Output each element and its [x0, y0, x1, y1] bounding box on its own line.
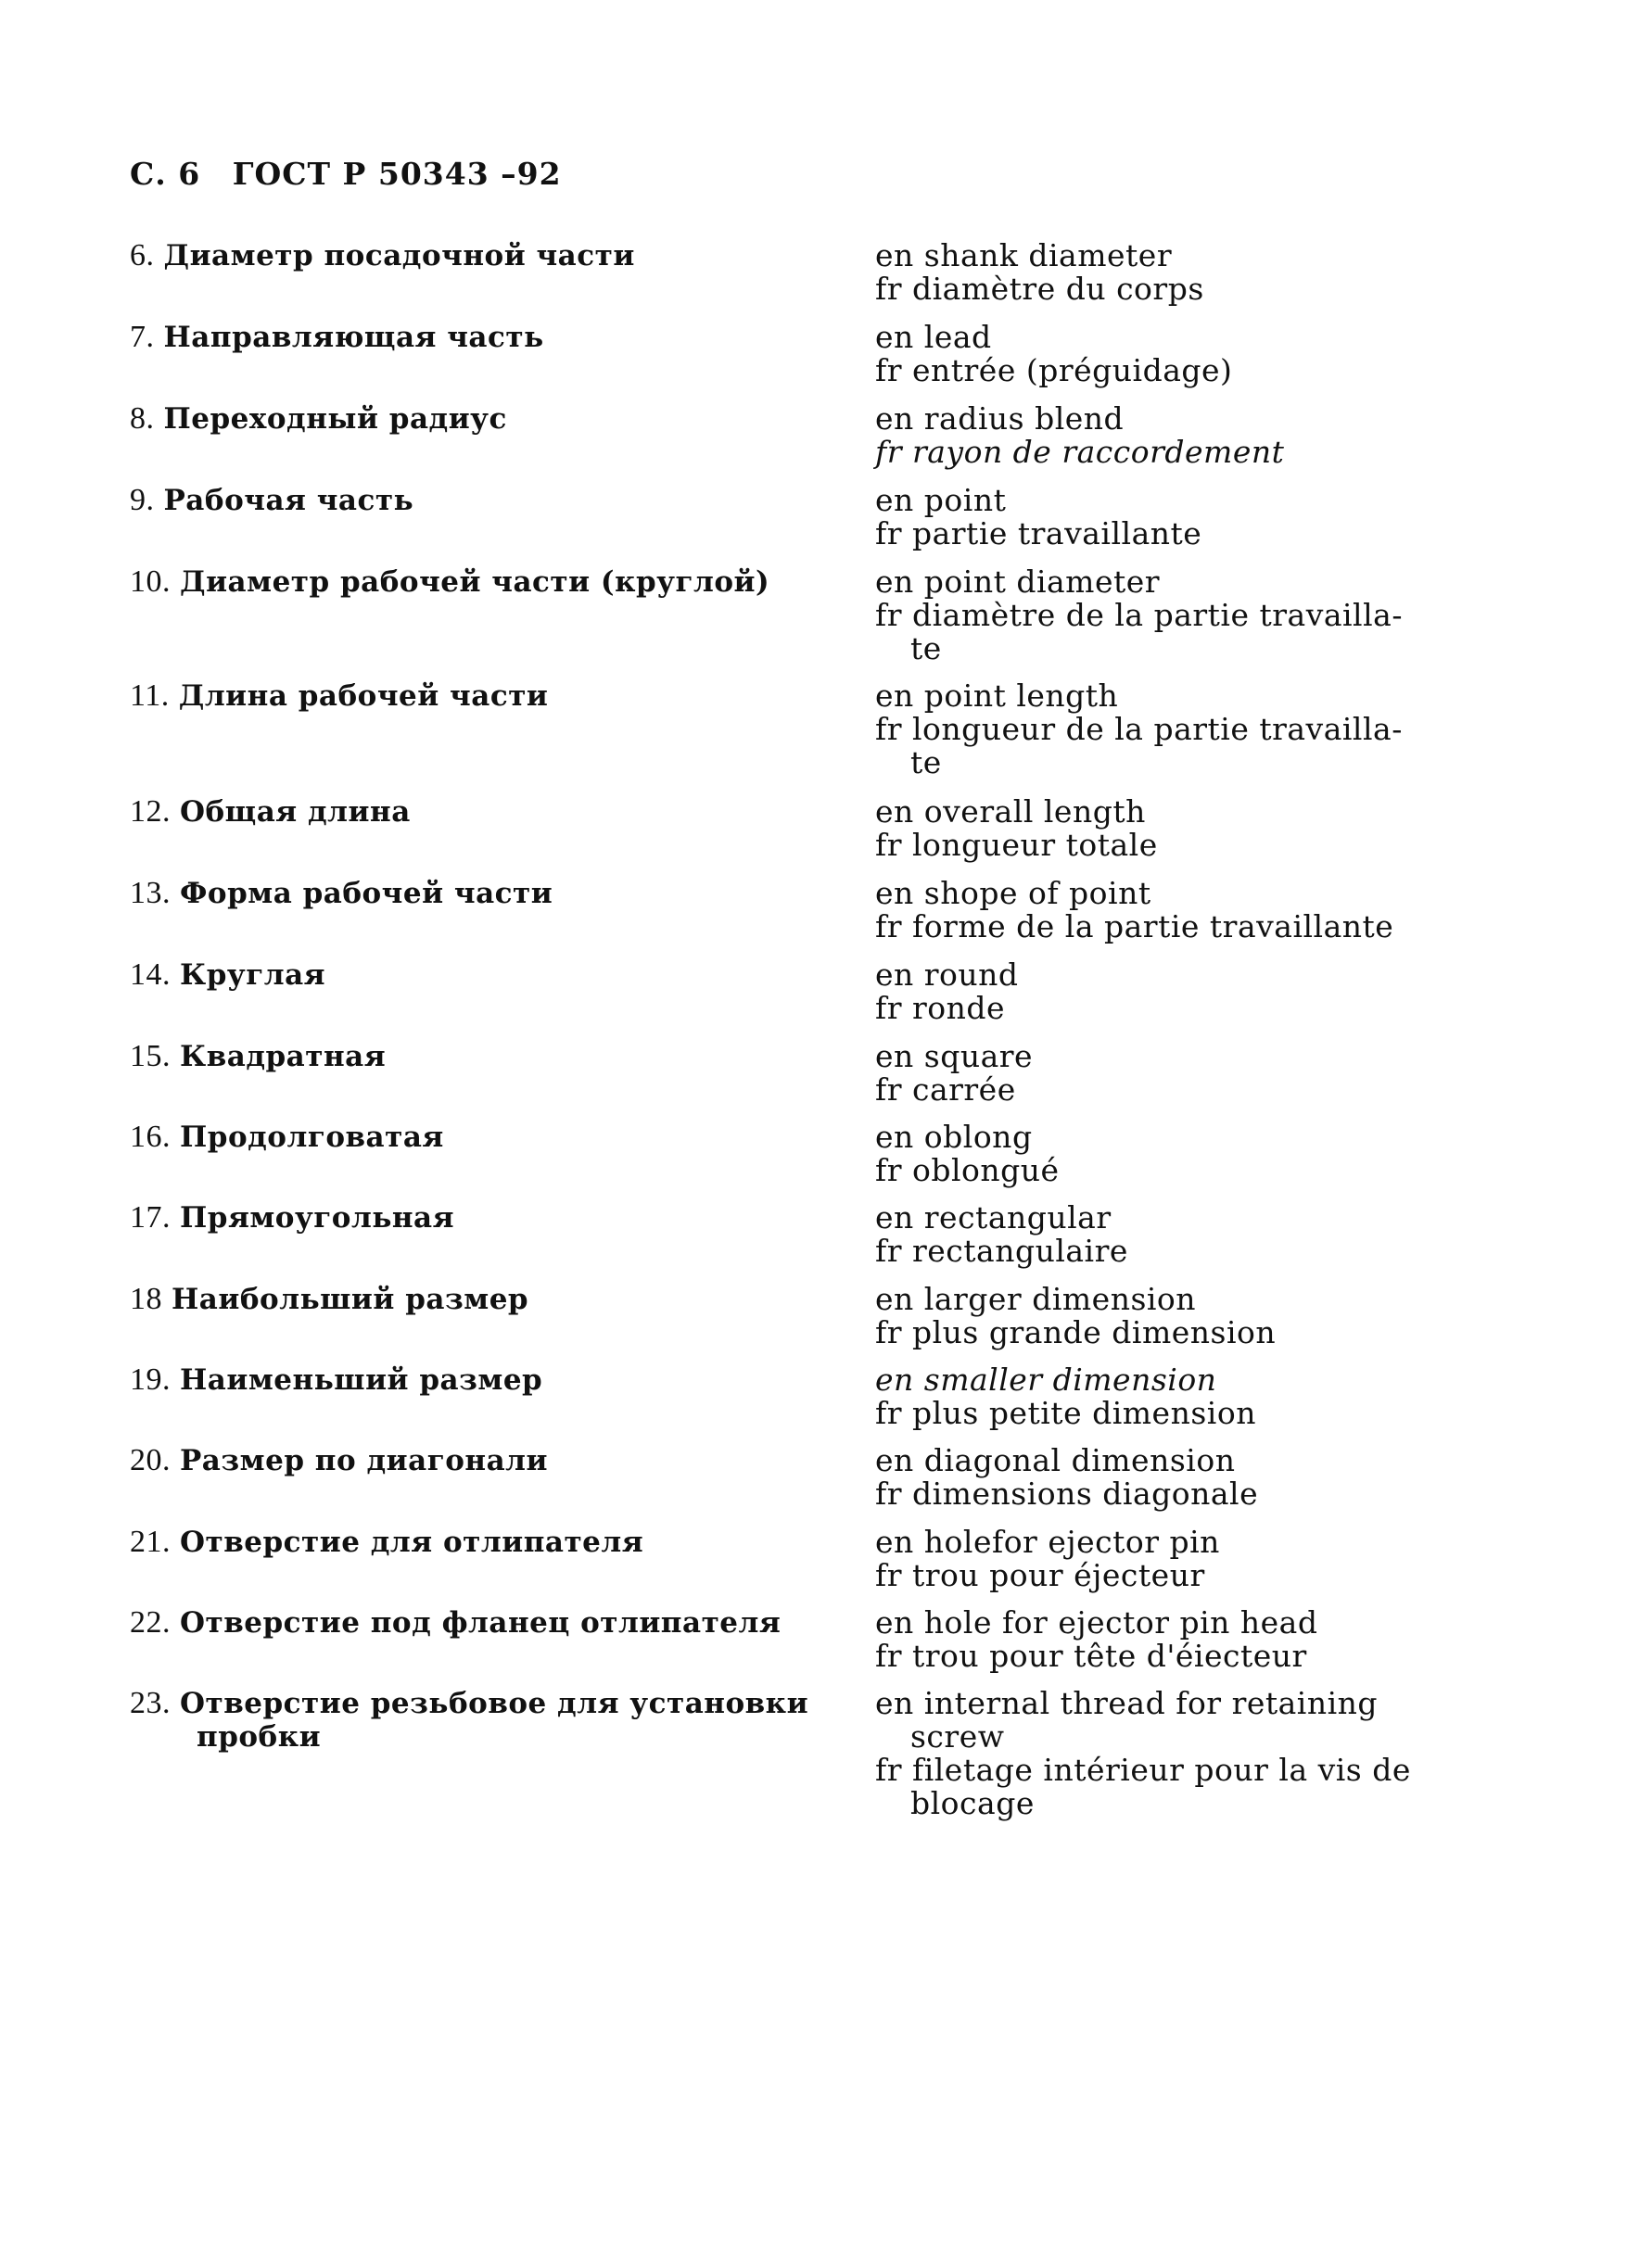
- term-ru: [130, 565, 834, 599]
- term-translations: [875, 1526, 1450, 1592]
- term-fr: fr plus petite dimension: [875, 1395, 1256, 1431]
- term-ru: [130, 679, 834, 713]
- term-ru: [130, 1040, 834, 1073]
- term-translations: [875, 1121, 1450, 1187]
- term-ru-text: Круглая: [180, 958, 326, 992]
- term-ru: [130, 1283, 834, 1316]
- term-ru: [130, 795, 834, 829]
- term-translations: [875, 1040, 1450, 1107]
- term-number: 10.: [130, 564, 171, 599]
- term-ru-line: [130, 1687, 830, 1720]
- term-ru-text: Диаметр посадочной части: [163, 239, 635, 272]
- term-ru-text: Прямоугольная: [180, 1201, 455, 1235]
- term-fr: fr diamètre de la partie travailla-: [875, 597, 1403, 633]
- term-ru: [130, 1526, 834, 1559]
- term-ru: [130, 1201, 834, 1235]
- term-number: 22.: [130, 1605, 171, 1640]
- term-number: 18: [130, 1282, 162, 1316]
- term-fr: fr dimensions diagonale: [875, 1476, 1259, 1512]
- term-ru-text: Размер по диагонали: [180, 1444, 548, 1477]
- term-number: 13.: [130, 876, 171, 910]
- term-fr: fr rayon de raccordement: [875, 434, 1285, 470]
- term-ru: [130, 1606, 834, 1640]
- term-number: 20.: [130, 1443, 171, 1477]
- term-ru: [130, 1687, 834, 1754]
- term-ru-text: Общая длина: [180, 795, 411, 829]
- term-en-continuation: screw: [910, 1718, 1005, 1755]
- term-fr: fr diamètre du corps: [875, 271, 1204, 307]
- term-ru-text: Направляющая часть: [163, 321, 544, 354]
- term-ru-text: Квадратная: [180, 1040, 387, 1073]
- term-number: 17.: [130, 1200, 171, 1235]
- term-en: en overall length: [875, 793, 1146, 830]
- term-en: en rectangular: [875, 1199, 1112, 1235]
- term-translations: [875, 1687, 1450, 1820]
- term-ru-text: Рабочая часть: [163, 484, 414, 517]
- term-en: en larger dimension: [875, 1281, 1197, 1317]
- term-en: en holefor ejector pin: [875, 1524, 1220, 1560]
- term-en: en internal thread for retaining: [875, 1685, 1379, 1721]
- term-translations: [875, 484, 1450, 551]
- term-en: en shank diameter: [875, 237, 1173, 273]
- term-number: 11.: [130, 678, 170, 713]
- term-ru: [130, 484, 834, 517]
- term-ru-text: Наименьший размер: [180, 1363, 543, 1397]
- term-number: 14.: [130, 957, 171, 992]
- term-fr: fr longueur de la partie travailla-: [875, 711, 1403, 747]
- term-ru-text: Переходный радиус: [163, 402, 507, 436]
- term-en: en hole for ejector pin head: [875, 1604, 1318, 1641]
- term-number: 6.: [130, 238, 155, 272]
- term-ru-text: Отверстие резьбовое для установки: [180, 1687, 809, 1720]
- term-translations: [875, 1363, 1450, 1430]
- term-fr: fr ronde: [875, 990, 1006, 1026]
- standard-designation: ГОСТ Р 50343 –92: [232, 156, 562, 192]
- term-number: 23.: [130, 1686, 171, 1720]
- term-ru: [130, 877, 834, 910]
- term-translations: [875, 877, 1450, 944]
- term-ru-text: Отверстие для отлипателя: [180, 1526, 644, 1559]
- term-number: 21.: [130, 1525, 171, 1559]
- term-fr: fr filetage intérieur pour la vis de: [875, 1752, 1411, 1788]
- term-en: en radius blend: [875, 400, 1125, 437]
- term-number: 12.: [130, 794, 171, 829]
- term-ru-text: Отверстие под фланец отлипателя: [180, 1606, 782, 1640]
- term-ru-text: Форма рабочей части: [180, 877, 553, 910]
- term-ru-text: Наибольший размер: [172, 1283, 529, 1316]
- term-ru: [130, 402, 834, 436]
- term-translations: [875, 795, 1450, 862]
- term-en: en diagonal dimension: [875, 1442, 1236, 1478]
- term-en: en oblong: [875, 1119, 1033, 1155]
- term-number: 8.: [130, 401, 155, 436]
- term-ru-text: Продолговатая: [180, 1121, 444, 1154]
- term-translations: [875, 1283, 1450, 1349]
- term-en: en point length: [875, 678, 1119, 714]
- term-fr: fr oblongué: [875, 1152, 1060, 1188]
- term-translations: [875, 402, 1450, 469]
- term-ru: [130, 1444, 834, 1477]
- term-en: en point: [875, 482, 1007, 518]
- term-translations: [875, 1444, 1450, 1511]
- term-en: en round: [875, 957, 1019, 993]
- term-translations: [875, 321, 1450, 387]
- term-ru: [130, 1363, 834, 1397]
- term-number: 19.: [130, 1362, 171, 1397]
- term-fr: fr entrée (préguidage): [875, 352, 1233, 388]
- term-ru: [130, 1121, 834, 1154]
- term-ru: [130, 321, 834, 354]
- term-en: en shope of point: [875, 875, 1151, 911]
- term-translations: [875, 565, 1450, 665]
- term-translations: [875, 239, 1450, 306]
- page-number: С. 6: [130, 156, 201, 192]
- term-fr: fr partie travaillante: [875, 515, 1202, 551]
- term-fr: fr trou pour tête d'éiecteur: [875, 1638, 1307, 1674]
- term-fr: fr forme de la partie travaillante: [875, 908, 1394, 944]
- term-number: 9.: [130, 483, 155, 517]
- term-fr: fr trou pour éjecteur: [875, 1557, 1205, 1593]
- term-number: 15.: [130, 1039, 171, 1073]
- term-en: en lead: [875, 319, 992, 355]
- term-fr-continuation: blocage: [910, 1785, 1035, 1821]
- term-ru-text: Длина рабочей части: [178, 679, 549, 713]
- term-fr: fr plus grande dimension: [875, 1314, 1277, 1350]
- term-number: 16.: [130, 1120, 171, 1154]
- term-number: 7.: [130, 320, 155, 354]
- term-en: en smaller dimension: [875, 1362, 1217, 1398]
- term-fr: fr carrée: [875, 1071, 1016, 1108]
- term-en: en point diameter: [875, 564, 1161, 600]
- term-ru: [130, 958, 834, 992]
- term-fr: fr rectangulaire: [875, 1233, 1128, 1269]
- term-translations: [875, 1606, 1450, 1673]
- term-translations: [875, 1201, 1450, 1268]
- term-ru-text: Диаметр рабочей части (круглой): [180, 565, 770, 599]
- term-fr: fr longueur totale: [875, 827, 1158, 863]
- term-fr-continuation: te: [910, 630, 942, 666]
- term-translations: [875, 958, 1450, 1025]
- term-ru-continuation: пробки: [197, 1720, 322, 1754]
- term-en: en square: [875, 1038, 1034, 1074]
- term-ru: [130, 239, 834, 272]
- term-translations: [875, 679, 1450, 779]
- term-fr-continuation: te: [910, 744, 942, 780]
